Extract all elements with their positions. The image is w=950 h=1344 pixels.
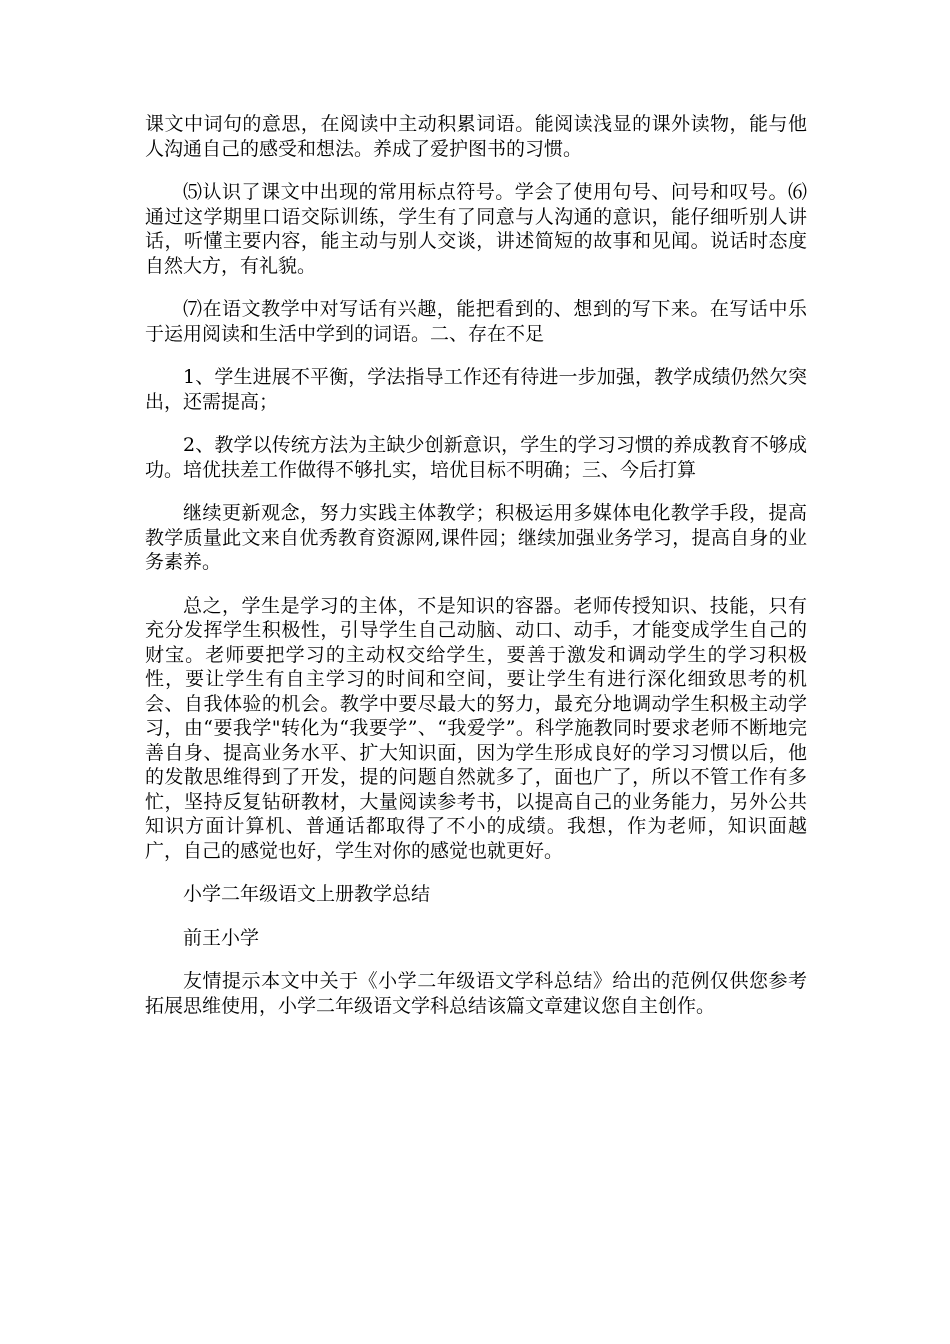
paragraph-title-line: 小学二年级语文上册教学总结: [183, 883, 431, 905]
document-body: [145, 112, 807, 1037]
paragraph-future-plans: 继续更新观念，努力实践主体教学；积极运用多媒体电化教学手段，提高教学质量此文来自优秀教育资源网,课件园；继续加强业务学习，提高自身的业务素养。: [145, 502, 807, 573]
paragraph-conclusion: 总之，学生是学习的主体，不是知识的容器。老师传授知识、技能，只有充分发挥学生积极性，引导学生自己动脑、动口、动手，才能变成学生自己的财宝。老师要把学习的主动权交给学生，要善于激发和调动学生的学习积极性，要让学生有自主学习的时间和空间，要让学生有进行深化细致思考的机会、自我体验的机会。教学中要尽最大的努力，最充分地调动学生积极主动学习，由“要我学"转化为“我要学”、“我爱学”。科学施教同时要求老师不断地完善自身、提高业务水平、扩大知识面，因为学生形成良好的学习习惯以后，他的发散思维得到了开发，提的问题自然就多了，面也广了，所以不管工作有多忙，坚持反复钻研教材，大量阅读参考书，以提高自己的业务能力，另外公共知识方面计算机、普通话都取得了不小的成绩。我想，作为老师，知识面越广，自己的感觉也好，学生对你的感觉也就更好。: [145, 594, 807, 862]
paragraph-punctuation-oral: ⑸认识了课文中出现的常用标点符号。学会了使用句号、问号和叹号。⑹通过这学期里口语交际训练，学生有了同意与人沟通的意识，能仔细听别人讲话，听懂主要内容，能主动与别人交谈，讲述简短的故事和见闻。说话时态度自然大方，有礼貌。: [145, 181, 807, 277]
paragraph-school-name: 前王小学: [183, 926, 260, 949]
paragraph-writing-shortcomings: ⑺在语文教学中对写话有兴趣，能把看到的、想到的写下来。在写话中乐于运用阅读和生活中学到的词语。二、存在不足: [145, 298, 807, 345]
paragraph-issue-2: 2、教学以传统方法为主缺少创新意识，学生的学习习惯的养成教育不够成功。培优扶差工作做得不够扎实，培优目标不明确；三、今后打算: [145, 434, 807, 481]
paragraph-notice: 友情提示本文中关于《小学二年级语文学科总结》给出的范例仅供您参考拓展思维使用，小学二年级语文学科总结该篇文章建议您自主创作。: [145, 970, 807, 1017]
paragraph-continuation: 课文中词句的意思，在阅读中主动积累词语。能阅读浅显的课外读物，能与他人沟通自己的感受和想法。养成了爱护图书的习惯。: [145, 113, 807, 160]
paragraph-issue-1: 1、学生进展不平衡，学法指导工作还有待进一步加强，教学成绩仍然欠突出，还需提高；: [145, 366, 807, 413]
